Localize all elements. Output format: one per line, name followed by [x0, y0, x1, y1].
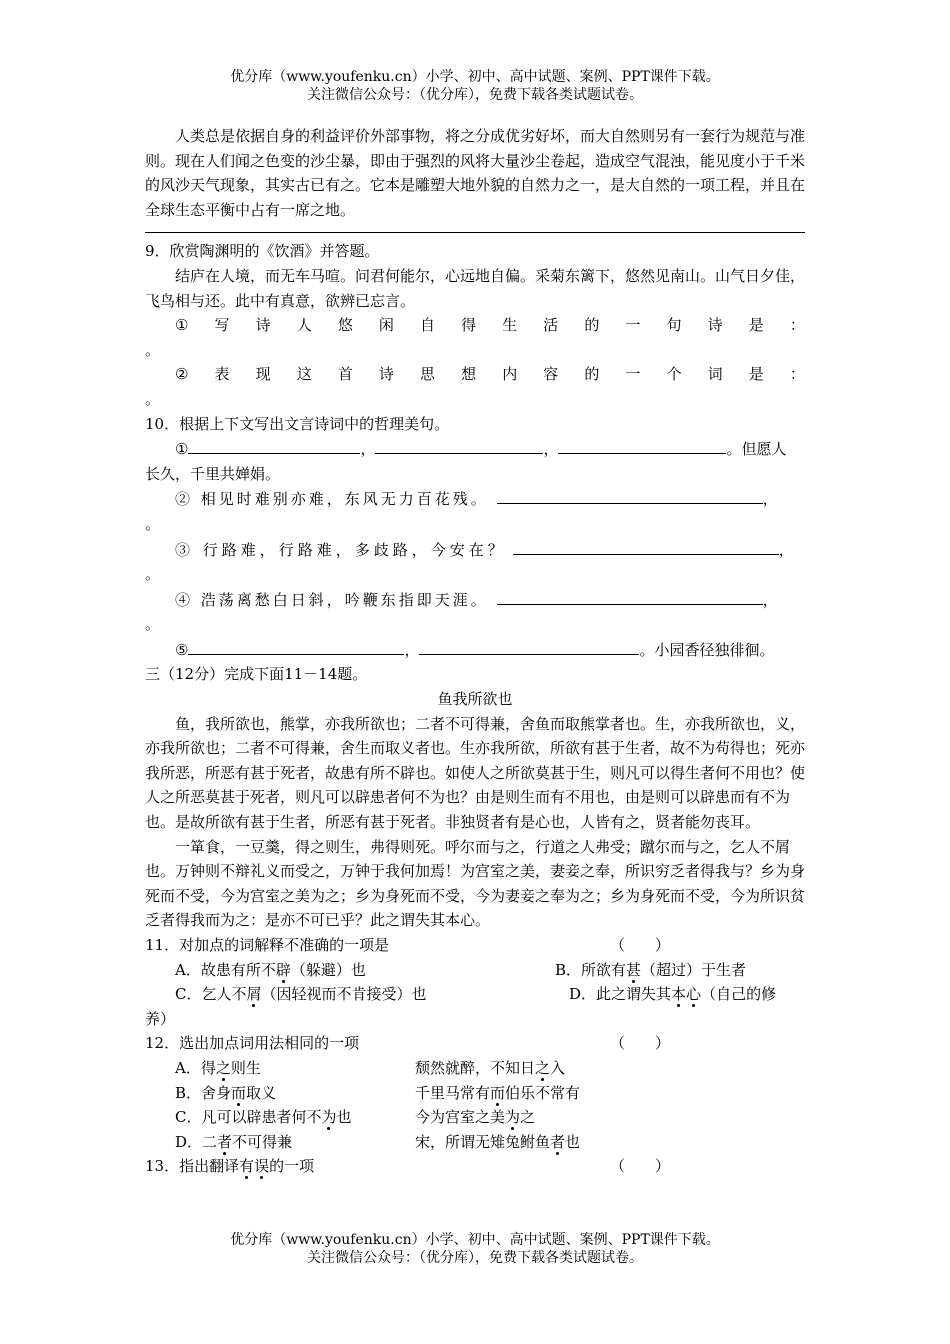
q9-sub2-char: 词 — [707, 365, 723, 384]
q13-title: 13．指出翻译有误的一项 — [145, 1157, 315, 1176]
q9-sub1-end: 。 — [145, 340, 161, 359]
q9-sub2-char: 内 — [502, 365, 518, 384]
intro-paragraph: 人类总是依据自身的利益评价外部事物，将之分成优劣好坏，而大自然则另有一套行为规范与准则。现在人们闻之色变的沙尘暴，即由于强烈的风将大量沙尘卷起，造成空气混浊，能见度小于千米的风沙天气现象，其实古已有之。它本是雕塑大地外貌的自然力之一，是大自然的一项工程，并且在全球生态平衡中占有一席之地。 — [145, 127, 806, 219]
q10-title: 10．根据上下文写出文言诗词中的哲理美句。 — [145, 414, 450, 433]
q11-option-c[interactable]: C．乞人不屑（因轻视而不肯接受）也 — [175, 985, 427, 1004]
q9-sub2-char: 这 — [296, 365, 312, 384]
q9-sub1-char: 生 — [502, 316, 518, 335]
q9-sub2-char: 现 — [255, 365, 271, 384]
q10-item2-end: 。 — [145, 514, 161, 533]
q10-comma: ， — [762, 590, 778, 609]
footer-line-1: 优分库（www.youfenku.cn）小学、初中、高中试题、案例、PPT课件下载。 — [230, 1232, 720, 1248]
q9-sub1-char: 人 — [296, 316, 312, 335]
q10-item5-num: ⑤ — [175, 640, 189, 659]
q10-item1 — [145, 436, 805, 462]
q10-item1-num: ① — [175, 440, 189, 459]
q11-header — [145, 933, 805, 958]
q9-sub1-char: ： — [789, 316, 805, 335]
q9-sub1-char: 悠 — [337, 316, 353, 335]
q11-options-ab — [145, 958, 805, 983]
q9-title: 9．欣赏陶渊明的《饮酒》并答题。 — [145, 242, 380, 261]
q9-sub2-char: 想 — [461, 365, 477, 384]
q9-sub1-char: 自 — [420, 316, 436, 335]
q12-option-c[interactable]: C．凡可以辟患者何不为也 今为宫室之美为之 — [175, 1108, 536, 1127]
q10-item1-cont: 长久，千里共婵娟。 — [145, 464, 281, 483]
q9-sub2-char: ② — [175, 365, 189, 384]
q10-item4-text: ④ 浩荡离愁白日斜，吟鞭东指即天涯。 — [175, 590, 489, 609]
q9-sub2-char: 首 — [337, 365, 353, 384]
answer-blank[interactable] — [497, 486, 763, 504]
passage-para-2: 一箪食，一豆羹，得之则生，弗得则死。呼尔而与之，行道之人弗受；蹴尔而与之，乞人不屑也。万钟则不辩礼义而受之，万钟于我何加焉！为宫室之美，妻妾之奉，所识穷乏者得我与？乡为身死而不受，今为宫室之美为之；乡为身死而不受，今为妻妾之奉为之；乡为身死而不受，今为所识贫乏者得我而为之：是亦不可已乎？此之谓失其本心。 — [145, 837, 806, 930]
q9-sub1-char: 一 — [625, 316, 641, 335]
q9-sub1-char: 活 — [543, 316, 559, 335]
page-header — [0, 68, 950, 104]
q9-sub2-char: 容 — [543, 365, 559, 384]
header-line-1: 优分库（www.youfenku.cn）小学、初中、高中试题、案例、PPT课件下载。 — [230, 69, 720, 85]
q9-sub1-char: 诗 — [255, 316, 271, 335]
q10-item5-tail: 。小园香径独徘徊。 — [639, 640, 775, 659]
q9-sub2 — [145, 362, 805, 387]
answer-blank[interactable] — [188, 436, 360, 454]
q9-sub1-char: 写 — [214, 316, 230, 335]
section3-title: 三（12分）完成下面11－14题。 — [145, 665, 368, 684]
q9-sub1 — [145, 313, 805, 338]
answer-blank[interactable] — [558, 436, 726, 454]
q10-item4 — [145, 587, 805, 613]
q13-header — [145, 1154, 805, 1179]
page-footer — [0, 1231, 950, 1267]
q9-sub1-char: 句 — [666, 316, 682, 335]
answer-blank[interactable] — [513, 537, 779, 555]
q10-item3-end: 。 — [145, 565, 161, 584]
q10-item3 — [145, 537, 805, 563]
q11-option-b[interactable]: B．所欲有甚（超过）于生者 — [555, 960, 747, 979]
footer-line-2: 关注微信公众号：（优分库），免费下载各类试题试卷。 — [307, 1250, 643, 1266]
passage-para-1: 鱼，我所欲也，熊掌，亦我所欲也；二者不可得兼，舍鱼而取熊掌者也。生，亦我所欲也，义，亦我所欲也；二者不可得兼，舍生而取义者也。生亦我所欲，所欲有甚于生者，故不为苟得也；死亦我所恶，所恶有甚于死者，故患有所不辟也。如使人之所欲莫甚于生，则凡可以得生者何不用也？使人之所恶莫甚于死者，则凡可以辟患者何不为也？由是则生而有不用也，由是则可以辟患而有不为也。是故所欲有甚于生者，所恶有甚于死者。非独贤者有是心也，人皆有之，贤者能勿丧耳。 — [145, 714, 806, 832]
q9-sub2-char: 一 — [625, 365, 641, 384]
q10-comma: ， — [543, 440, 559, 459]
answer-blank[interactable] — [419, 637, 639, 655]
q9-sub2-char: ： — [789, 365, 805, 384]
answer-blank[interactable] — [188, 637, 404, 655]
q10-item3-text: ③ 行路难，行路难，多歧路，今安在？ — [175, 540, 507, 559]
q11-option-a[interactable]: A．故患有所不辟（躲避）也 — [175, 960, 366, 979]
answer-blank[interactable] — [375, 436, 543, 454]
q12-option-a[interactable]: A．得之则生 颓然就醉，不知日之入 — [175, 1058, 566, 1077]
q12-header — [145, 1031, 805, 1056]
q9-sub2-char: 诗 — [378, 365, 394, 384]
q9-poem: 结庐在人境，而无车马喧。问君何能尔，心远地自偏。采菊东篱下，悠然见南山。山气日夕佳，飞鸟相与还。此中有真意，欲辨已忘言。 — [145, 266, 806, 310]
q9-sub1-char: 是 — [748, 316, 764, 335]
q11-option-d-cont: 养） — [145, 1009, 176, 1028]
text-title: 鱼我所欲也 — [437, 690, 513, 709]
header-line-2: 关注微信公众号：（优分库），免费下载各类试题试卷。 — [307, 87, 643, 103]
q10-comma: ， — [360, 440, 376, 459]
answer-blank[interactable] — [497, 587, 763, 605]
q10-item2 — [145, 486, 805, 512]
q9-sub2-end: 。 — [145, 389, 161, 408]
q9-sub2-char: 思 — [420, 365, 436, 384]
q11-option-d[interactable]: D．此之谓失其本心（自己的修 — [569, 985, 777, 1004]
q9-sub2-char: 表 — [214, 365, 230, 384]
q9-sub2-char: 的 — [584, 365, 600, 384]
q12-title: 12．选出加点词用法相同的一项 — [145, 1034, 360, 1053]
divider-line — [145, 232, 805, 233]
q10-comma: ， — [762, 490, 778, 509]
q11-options-cd — [145, 982, 805, 1007]
q12-option-b[interactable]: B．舍身而取义 千里马常有而伯乐不常有 — [175, 1083, 581, 1102]
q10-item4-end: 。 — [145, 615, 161, 634]
q10-item2-text: ② 相见时难别亦难，东风无力百花残。 — [175, 490, 489, 509]
q10-item1-tail: 。但愿人 — [726, 440, 787, 459]
q9-sub1-char: 的 — [584, 316, 600, 335]
q13-answer-paren[interactable]: （ ） — [610, 1157, 671, 1176]
q9-sub1-char: 得 — [461, 316, 477, 335]
q11-title: 11．对加点的词解释不准确的一项是 — [145, 936, 390, 954]
q12-answer-paren[interactable]: （ ） — [610, 1034, 671, 1053]
q12-option-d[interactable]: D．二者不可得兼 宋，所谓无雉兔鲋鱼者也 — [175, 1132, 581, 1151]
q10-item5 — [145, 637, 805, 663]
q10-comma: ， — [404, 640, 420, 659]
q9-sub1-char: ① — [175, 316, 189, 335]
q9-sub2-char: 是 — [748, 365, 764, 384]
document-body — [145, 124, 805, 1179]
q11-answer-paren[interactable]: （ ） — [610, 936, 671, 954]
q9-sub1-char: 闲 — [378, 316, 394, 335]
q9-sub2-char: 个 — [666, 365, 682, 384]
q10-comma: ， — [778, 540, 794, 559]
q9-sub1-char: 诗 — [707, 316, 723, 335]
